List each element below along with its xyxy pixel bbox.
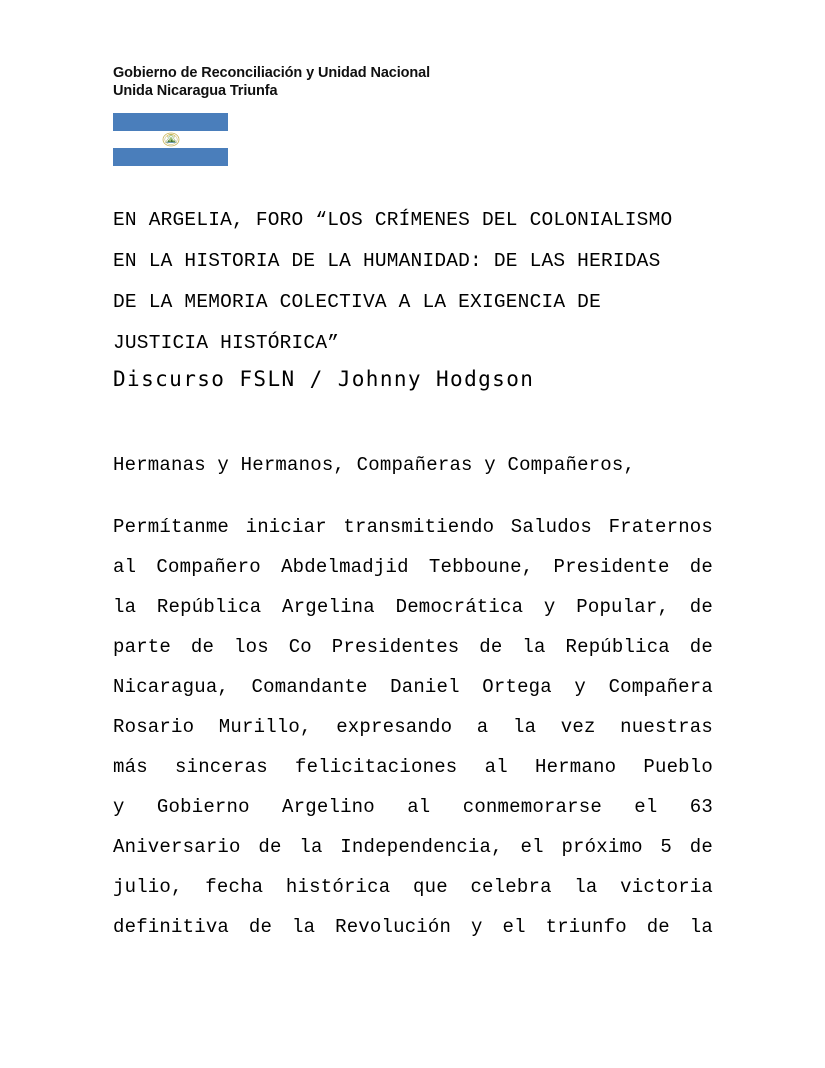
body-line: y Gobierno Argelino al conmemorarse el 63 [113,796,713,818]
body-paragraph [113,507,713,947]
letterhead [113,64,733,100]
document-title [113,200,727,364]
title-line: EN ARGELIA, FORO “LOS CRÍMENES DEL COLONIALISMO [113,209,673,231]
speech-attribution: Discurso FSLN / Johnny Hodgson [113,367,535,391]
title-line: EN LA HISTORIA DE LA HUMANIDAD: DE LAS HERIDAS [113,250,661,272]
body-line: definitiva de la Revolución y el triunfo de la [113,916,713,938]
body-line: al Compañero Abdelmadjid Tebboune, Presidente de [113,556,713,578]
nicaragua-flag-image [113,113,228,166]
body-line: más sinceras felicitaciones al Hermano Pueblo [113,756,713,778]
letterhead-line-2: Unida Nicaragua Triunfa [113,83,278,99]
body-line: la República Argelina Democrática y Popular, de [113,596,713,618]
body-line: julio, fecha histórica que celebra la victoria [113,876,713,898]
body-line: parte de los Co Presidentes de la República de [113,636,713,658]
flag-band-top-blue [113,113,228,131]
body-line: Permítanme iniciar transmitiendo Saludos Fraternos [113,516,713,538]
body-line: Aniversario de la Independencia, el próximo 5 de [113,836,713,858]
flag-band-bottom-blue [113,148,228,166]
flag-band-middle-white [113,131,228,149]
salutation-line: Hermanas y Hermanos, Compañeras y Compañeros, [113,454,636,476]
body-line: Rosario Murillo, expresando a la vez nuestras [113,716,713,738]
coat-of-arms-icon [160,131,182,148]
document-body [113,445,713,947]
title-line: DE LA MEMORIA COLECTIVA A LA EXIGENCIA DE [113,291,601,313]
title-line: JUSTICIA HISTÓRICA” [113,332,340,354]
body-line: Nicaragua, Comandante Daniel Ortega y Compañera [113,676,713,698]
letterhead-line-1: Gobierno de Reconciliación y Unidad Nacional [113,65,431,81]
